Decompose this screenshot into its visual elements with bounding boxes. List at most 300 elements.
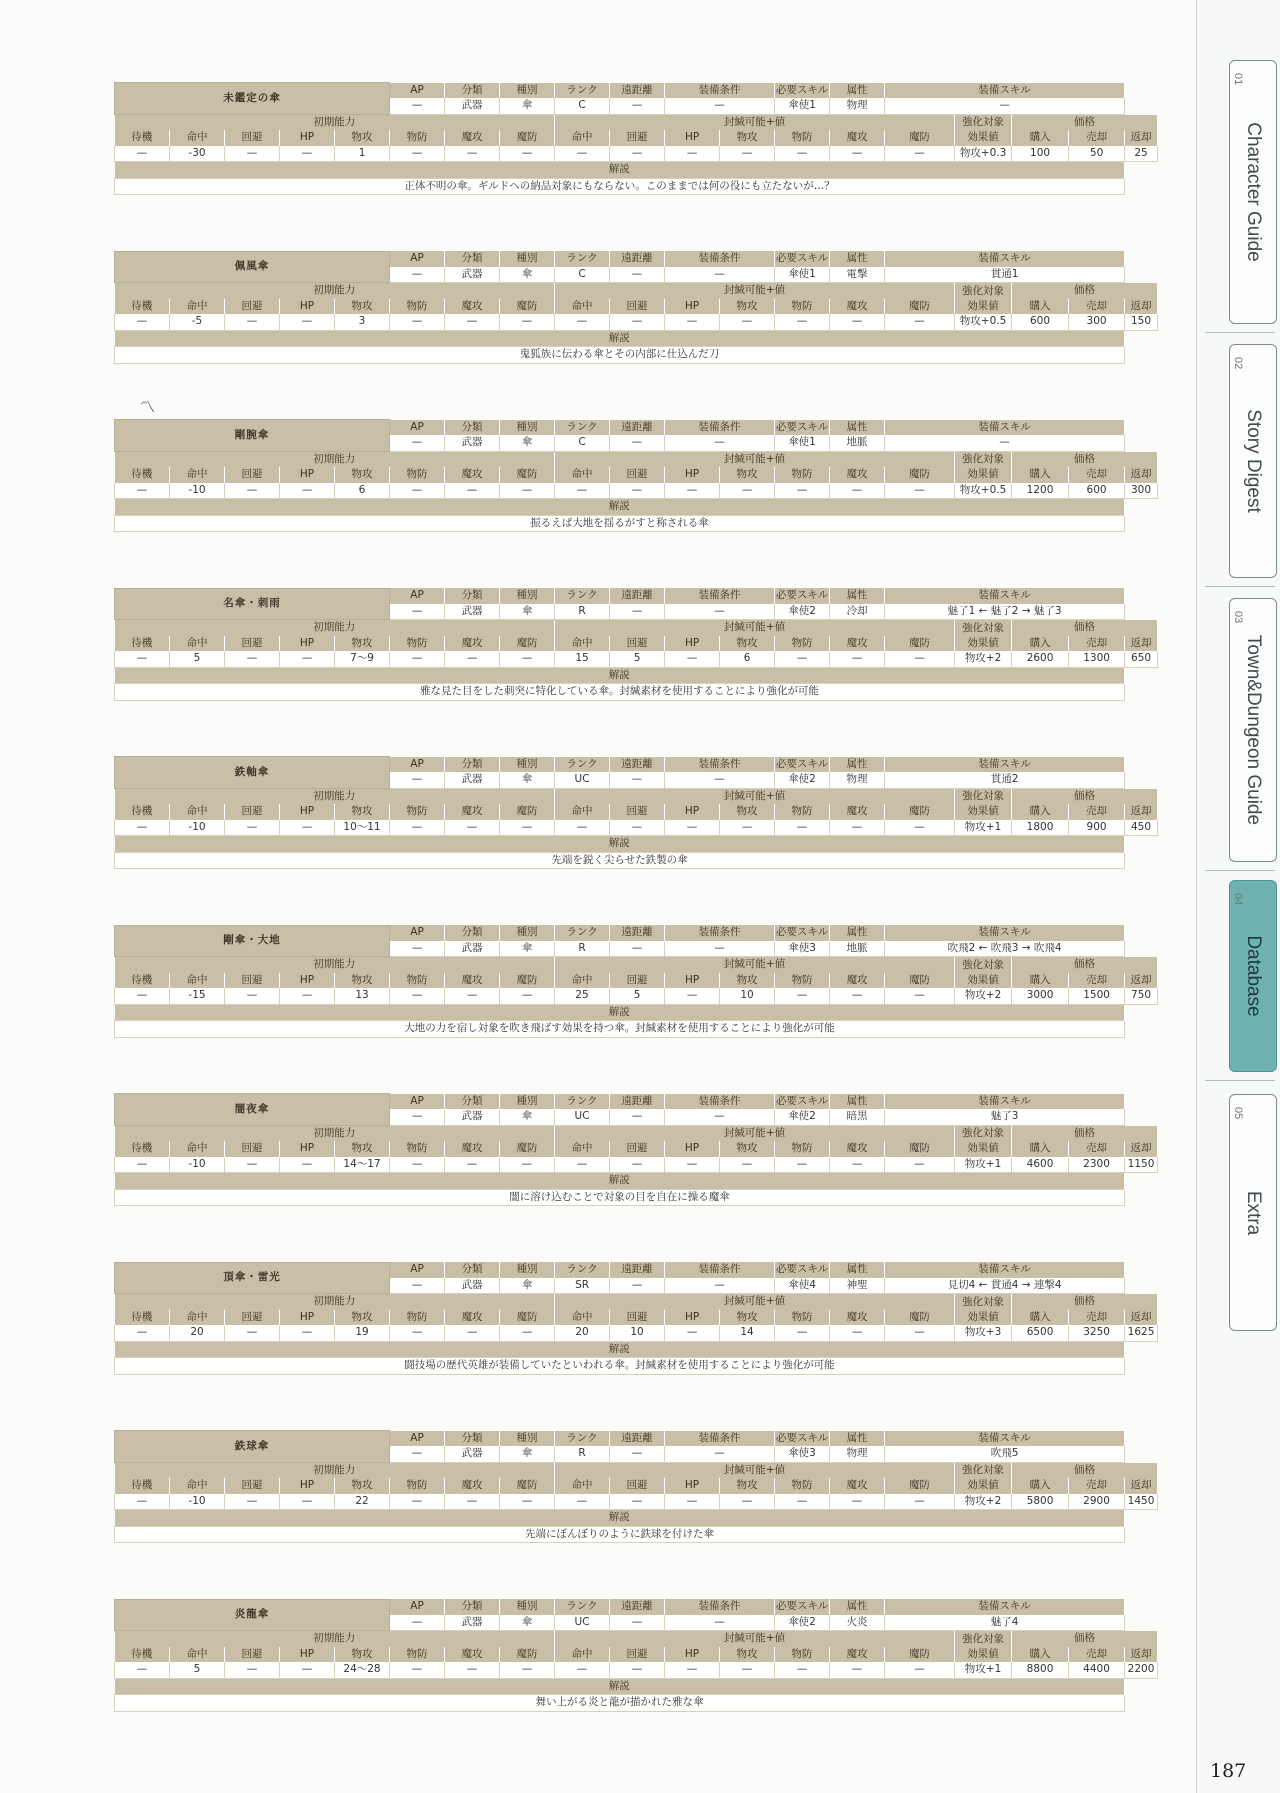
seal-value: —	[830, 651, 885, 667]
condition-value: —	[665, 604, 775, 620]
price-header: 価格	[1012, 1125, 1158, 1141]
ranged-label: 遠距離	[610, 1094, 665, 1110]
enhance-value: 物攻+0.3	[955, 146, 1012, 162]
stat-label: 命中	[170, 130, 225, 146]
seal-value: —	[610, 314, 665, 330]
enhance-target-header	[955, 283, 1012, 315]
price-value: 2300	[1069, 1157, 1125, 1173]
stat-label: 魔攻	[445, 973, 500, 989]
seal-stat-label: 物防	[775, 1647, 830, 1663]
rank-value: SR	[555, 1278, 610, 1294]
stat-value: —	[445, 1325, 500, 1341]
stat-label: 魔攻	[445, 1310, 500, 1326]
enhance-value: 物攻+2	[955, 988, 1012, 1004]
stat-label: 魔攻	[445, 636, 500, 652]
category-value: 武器	[445, 604, 500, 620]
effect-value-label: 効果値	[967, 1647, 999, 1660]
price-value: 2200	[1125, 1662, 1158, 1678]
rank-label: ランク	[555, 420, 610, 436]
item-name: 佩風傘	[115, 251, 390, 283]
ap-value: —	[390, 1278, 445, 1294]
ranged-label: 遠距離	[610, 420, 665, 436]
stat-value: —	[390, 820, 445, 836]
rank-value: UC	[555, 1615, 610, 1631]
price-value: 900	[1069, 820, 1125, 836]
rank-value: UC	[555, 1109, 610, 1125]
stat-value: —	[390, 1325, 445, 1341]
stat-label: HP	[280, 636, 335, 652]
type-label: 種別	[500, 1262, 555, 1278]
seal-stat-label: 物防	[775, 467, 830, 483]
seal-stat-label: 命中	[555, 299, 610, 315]
stat-value: —	[500, 651, 555, 667]
stat-value: —	[500, 483, 555, 499]
stat-value: —	[225, 483, 280, 499]
equip-skill-label: 装備スキル	[885, 757, 1125, 773]
tab-database[interactable]	[1229, 880, 1277, 1072]
weapon-entry	[114, 756, 1158, 925]
stat-label: 魔防	[500, 636, 555, 652]
price-value: 3000	[1012, 988, 1069, 1004]
stat-value: 22	[335, 1494, 390, 1510]
effect-value-label: 効果値	[967, 973, 999, 986]
seal-value: 6	[720, 651, 775, 667]
seal-stat-label: 物攻	[720, 804, 775, 820]
enhance-target-header	[955, 1294, 1012, 1326]
element-value: 地脈	[830, 941, 885, 957]
category-value: 武器	[445, 1109, 500, 1125]
stat-value: —	[225, 1494, 280, 1510]
stat-value: —	[445, 651, 500, 667]
seal-stat-label: 回避	[610, 1478, 665, 1494]
condition-label: 装備条件	[665, 251, 775, 267]
description-text: 先端にぼんぼりのように鉄球を付けた傘	[115, 1526, 1125, 1543]
stat-label: 物防	[390, 130, 445, 146]
category-label: 分類	[445, 420, 500, 436]
price-value: 1450	[1125, 1494, 1158, 1510]
stat-value: 24～28	[335, 1662, 390, 1678]
equip-skill-value: 貫通1	[885, 267, 1125, 283]
equip-skill-value: —	[885, 98, 1125, 114]
stat-value: —	[445, 1662, 500, 1678]
rank-label: ランク	[555, 588, 610, 604]
tab-label: Town&Dungeon Guide	[1243, 634, 1264, 826]
stat-label: 魔攻	[445, 467, 500, 483]
seal-value: —	[775, 988, 830, 1004]
stat-label: 魔防	[500, 1141, 555, 1157]
seal-value: —	[830, 1325, 885, 1341]
seal-stat-label: 回避	[610, 130, 665, 146]
seal-value: —	[555, 483, 610, 499]
stat-label: HP	[280, 1141, 335, 1157]
stat-value: —	[115, 988, 170, 1004]
price-header: 価格	[1012, 1631, 1158, 1647]
tab-number: 03	[1232, 611, 1244, 624]
stat-label: 命中	[170, 973, 225, 989]
stat-label: 待機	[115, 130, 170, 146]
seal-value: —	[885, 1157, 955, 1173]
stat-value: 19	[335, 1325, 390, 1341]
ranged-value: —	[610, 772, 665, 788]
tab-divider	[1205, 1080, 1275, 1081]
description-text: 闇に溶け込むことで対象の目を自在に操る魔傘	[115, 1189, 1125, 1206]
stat-label: 回避	[225, 1478, 280, 1494]
type-label: 種別	[500, 757, 555, 773]
sealable-header: 封緘可能+値	[555, 1125, 955, 1141]
stat-value: —	[500, 988, 555, 1004]
condition-value: —	[665, 1446, 775, 1462]
type-label: 種別	[500, 420, 555, 436]
condition-value: —	[665, 941, 775, 957]
seal-stat-label: HP	[665, 973, 720, 989]
seal-value: —	[610, 1157, 665, 1173]
stat-label: 魔攻	[445, 1141, 500, 1157]
rank-label: ランク	[555, 1262, 610, 1278]
seal-stat-label: 回避	[610, 1310, 665, 1326]
rank-value: UC	[555, 772, 610, 788]
price-label: 返却	[1125, 1478, 1158, 1494]
type-value: 傘	[500, 1615, 555, 1631]
stat-value: —	[225, 988, 280, 1004]
effect-value-label: 効果値	[967, 1142, 999, 1154]
price-value: 25	[1125, 146, 1158, 162]
ranged-label: 遠距離	[610, 757, 665, 773]
price-label: 返却	[1125, 973, 1158, 989]
stat-value: 10～11	[335, 820, 390, 836]
stat-value: 20	[170, 1325, 225, 1341]
ap-value: —	[390, 604, 445, 620]
seal-stat-label: 魔攻	[830, 804, 885, 820]
seal-stat-label: 物攻	[720, 299, 775, 315]
stat-value: 5	[170, 1662, 225, 1678]
seal-stat-label: 魔防	[885, 130, 955, 146]
price-header: 価格	[1012, 1294, 1158, 1310]
seal-stat-label: 回避	[610, 1141, 665, 1157]
seal-stat-label: 回避	[610, 804, 665, 820]
price-value: 450	[1125, 820, 1158, 836]
stat-value: —	[280, 988, 335, 1004]
category-value: 武器	[445, 267, 500, 283]
price-value: 50	[1069, 146, 1125, 162]
req-skill-label: 必要スキル	[775, 1599, 830, 1615]
seal-stat-label: 回避	[610, 973, 665, 989]
initial-stats-header: 初期能力	[115, 283, 555, 299]
price-label: 売却	[1069, 1647, 1125, 1663]
price-header: 価格	[1012, 1462, 1158, 1478]
price-value: 1625	[1125, 1325, 1158, 1341]
price-value: 750	[1125, 988, 1158, 1004]
seal-stat-label: 魔攻	[830, 467, 885, 483]
seal-value: —	[555, 314, 610, 330]
seal-stat-label: 魔攻	[830, 1310, 885, 1326]
stat-label: 待機	[115, 804, 170, 820]
equip-skill-label: 装備スキル	[885, 588, 1125, 604]
seal-value: —	[610, 1662, 665, 1678]
stat-value: —	[445, 1157, 500, 1173]
seal-value: —	[830, 1157, 885, 1173]
ap-label: AP	[390, 251, 445, 267]
seal-stat-label: 物防	[775, 1478, 830, 1494]
stat-value: -30	[170, 146, 225, 162]
ranged-label: 遠距離	[610, 251, 665, 267]
stat-label: 回避	[225, 1647, 280, 1663]
seal-value: —	[665, 314, 720, 330]
seal-value: —	[775, 1662, 830, 1678]
ap-label: AP	[390, 588, 445, 604]
item-name: 剛傘・大地	[115, 925, 390, 957]
stat-value: —	[445, 483, 500, 499]
enhance-target-header	[955, 1462, 1012, 1494]
seal-value: 5	[610, 988, 665, 1004]
category-label: 分類	[445, 757, 500, 773]
initial-stats-header: 初期能力	[115, 451, 555, 467]
req-skill-value: 傘使2	[775, 1109, 830, 1125]
stat-value: —	[225, 651, 280, 667]
req-skill-label: 必要スキル	[775, 83, 830, 99]
stat-value: —	[500, 1157, 555, 1173]
req-skill-label: 必要スキル	[775, 1431, 830, 1447]
stat-label: 命中	[170, 1141, 225, 1157]
initial-stats-header: 初期能力	[115, 1294, 555, 1310]
seal-value: —	[885, 1494, 955, 1510]
price-label: 返却	[1125, 467, 1158, 483]
price-value: 1300	[1069, 651, 1125, 667]
price-label: 売却	[1069, 1478, 1125, 1494]
price-value: 8800	[1012, 1662, 1069, 1678]
stat-value: —	[500, 146, 555, 162]
req-skill-value: 傘使2	[775, 604, 830, 620]
stat-value: 6	[335, 483, 390, 499]
stat-value: —	[390, 483, 445, 499]
stat-label: 魔攻	[445, 299, 500, 315]
effect-value-label: 効果値	[967, 1310, 999, 1323]
description-header: 解説	[115, 330, 1125, 347]
seal-stat-label: 命中	[555, 1141, 610, 1157]
initial-stats-header: 初期能力	[115, 114, 555, 130]
stat-value: —	[280, 483, 335, 499]
weapon-entry	[114, 925, 1158, 1094]
type-label: 種別	[500, 83, 555, 99]
stat-label: 回避	[225, 130, 280, 146]
tab-story-digest[interactable]	[1229, 344, 1277, 578]
tab-town-dungeon-guide[interactable]	[1229, 598, 1277, 862]
price-value: 1800	[1012, 820, 1069, 836]
stat-value: —	[445, 314, 500, 330]
type-value: 傘	[500, 98, 555, 114]
stat-value: 5	[170, 651, 225, 667]
seal-value: —	[885, 146, 955, 162]
stat-value: —	[115, 483, 170, 499]
category-value: 武器	[445, 941, 500, 957]
weapon-entry	[114, 251, 1158, 420]
ap-label: AP	[390, 757, 445, 773]
price-value: 150	[1125, 314, 1158, 330]
seal-stat-label: 魔攻	[830, 130, 885, 146]
seal-value: —	[720, 1662, 775, 1678]
stat-value: 13	[335, 988, 390, 1004]
weapon-entry	[114, 1599, 1158, 1768]
stat-value: —	[445, 988, 500, 1004]
price-value: 300	[1069, 314, 1125, 330]
price-value: 1500	[1069, 988, 1125, 1004]
seal-value: —	[665, 1157, 720, 1173]
price-value: 600	[1012, 314, 1069, 330]
price-value: 2600	[1012, 651, 1069, 667]
condition-value: —	[665, 1278, 775, 1294]
seal-value: —	[830, 483, 885, 499]
price-value: 1200	[1012, 483, 1069, 499]
seal-value: —	[665, 1662, 720, 1678]
price-label: 購入	[1012, 1647, 1069, 1663]
seal-stat-label: HP	[665, 804, 720, 820]
stat-label: 魔防	[500, 973, 555, 989]
seal-stat-label: 物攻	[720, 1141, 775, 1157]
initial-stats-header: 初期能力	[115, 1631, 555, 1647]
tab-label: Extra	[1243, 1190, 1264, 1235]
seal-stat-label: 魔攻	[830, 1647, 885, 1663]
price-header: 価格	[1012, 957, 1158, 973]
type-value: 傘	[500, 267, 555, 283]
condition-label: 装備条件	[665, 1431, 775, 1447]
description-text: 振るえば大地を揺るがすと称される傘	[115, 515, 1125, 532]
seal-value: —	[775, 146, 830, 162]
seal-value: —	[665, 988, 720, 1004]
initial-stats-header: 初期能力	[115, 957, 555, 973]
seal-value: —	[720, 146, 775, 162]
effect-value-label: 効果値	[967, 468, 999, 480]
seal-stat-label: 魔攻	[830, 299, 885, 315]
seal-stat-label: HP	[665, 467, 720, 483]
rank-label: ランク	[555, 1431, 610, 1447]
seal-stat-label: HP	[665, 1647, 720, 1663]
condition-value: —	[665, 98, 775, 114]
initial-stats-header: 初期能力	[115, 1125, 555, 1141]
description-header: 解説	[115, 1510, 1125, 1527]
stat-label: 魔防	[500, 1647, 555, 1663]
condition-value: —	[665, 267, 775, 283]
stat-label: 魔攻	[445, 130, 500, 146]
effect-value-label: 効果値	[967, 1479, 999, 1491]
ap-label: AP	[390, 420, 445, 436]
stat-value: —	[115, 314, 170, 330]
enhance-target-label: 強化対象	[962, 1632, 1005, 1645]
seal-stat-label: 物攻	[720, 1478, 775, 1494]
element-label: 属性	[830, 251, 885, 267]
equip-skill-value: 魅了4	[885, 1615, 1125, 1631]
ranged-label: 遠距離	[610, 1431, 665, 1447]
element-value: 物理	[830, 1446, 885, 1462]
tab-number: 04	[1232, 893, 1244, 906]
ap-value: —	[390, 267, 445, 283]
seal-value: —	[775, 483, 830, 499]
seal-value: —	[665, 146, 720, 162]
enhance-value: 物攻+1	[955, 1157, 1012, 1173]
tab-extra[interactable]	[1229, 1094, 1277, 1331]
stat-label: 待機	[115, 973, 170, 989]
price-value: 4600	[1012, 1157, 1069, 1173]
enhance-value: 物攻+0.5	[955, 314, 1012, 330]
category-label: 分類	[445, 1431, 500, 1447]
weapon-entry	[114, 1262, 1158, 1431]
tab-label: Story Digest	[1243, 409, 1264, 513]
seal-stat-label: 物攻	[720, 130, 775, 146]
tab-divider	[1205, 870, 1275, 871]
rank-label: ランク	[555, 83, 610, 99]
element-label: 属性	[830, 420, 885, 436]
enhance-target-header	[955, 451, 1012, 483]
stat-label: 物防	[390, 299, 445, 315]
stat-label: 物攻	[335, 1310, 390, 1326]
price-label: 購入	[1012, 804, 1069, 820]
enhance-value: 物攻+0.5	[955, 483, 1012, 499]
condition-label: 装備条件	[665, 925, 775, 941]
seal-value: —	[555, 146, 610, 162]
seal-stat-label: 魔防	[885, 1310, 955, 1326]
description-text: 舞い上がる炎と龍が描かれた雅な傘	[115, 1695, 1125, 1712]
seal-stat-label: 物防	[775, 804, 830, 820]
stat-label: 物攻	[335, 299, 390, 315]
stat-label: 待機	[115, 1310, 170, 1326]
ranged-label: 遠距離	[610, 1262, 665, 1278]
stat-value: 14～17	[335, 1157, 390, 1173]
initial-stats-header: 初期能力	[115, 1462, 555, 1478]
seal-value: —	[830, 820, 885, 836]
rank-value: R	[555, 604, 610, 620]
seal-value: —	[555, 1662, 610, 1678]
seal-stat-label: 魔攻	[830, 636, 885, 652]
type-value: 傘	[500, 1446, 555, 1462]
stat-value: —	[445, 1494, 500, 1510]
price-header: 価格	[1012, 620, 1158, 636]
tab-label: Database	[1243, 935, 1264, 1017]
stat-label: 物攻	[335, 1647, 390, 1663]
effect-value-label: 効果値	[967, 131, 999, 143]
price-label: 購入	[1012, 973, 1069, 989]
enhance-value: 物攻+1	[955, 820, 1012, 836]
seal-stat-label: 命中	[555, 467, 610, 483]
seal-value: —	[665, 483, 720, 499]
price-value: 2900	[1069, 1494, 1125, 1510]
element-value: 地脈	[830, 435, 885, 451]
seal-value: —	[885, 651, 955, 667]
stat-label: 回避	[225, 467, 280, 483]
stat-label: 待機	[115, 1478, 170, 1494]
seal-stat-label: 回避	[610, 1647, 665, 1663]
ranged-label: 遠距離	[610, 925, 665, 941]
condition-value: —	[665, 1109, 775, 1125]
price-label: 購入	[1012, 467, 1069, 483]
element-value: 神聖	[830, 1278, 885, 1294]
stat-label: 物攻	[335, 973, 390, 989]
type-label: 種別	[500, 1599, 555, 1615]
type-value: 傘	[500, 435, 555, 451]
category-value: 武器	[445, 1278, 500, 1294]
price-label: 売却	[1069, 299, 1125, 315]
stat-label: 物攻	[335, 130, 390, 146]
stat-label: 回避	[225, 804, 280, 820]
enhance-target-header	[955, 1631, 1012, 1663]
item-name: 鉄球傘	[115, 1431, 390, 1463]
seal-stat-label: 魔防	[885, 973, 955, 989]
tab-character-guide[interactable]	[1229, 60, 1277, 324]
stat-label: 回避	[225, 1141, 280, 1157]
stat-value: —	[500, 1494, 555, 1510]
req-skill-label: 必要スキル	[775, 925, 830, 941]
stat-label: 物攻	[335, 467, 390, 483]
seal-stat-label: 物防	[775, 130, 830, 146]
stat-value: 3	[335, 314, 390, 330]
stat-label: 待機	[115, 299, 170, 315]
